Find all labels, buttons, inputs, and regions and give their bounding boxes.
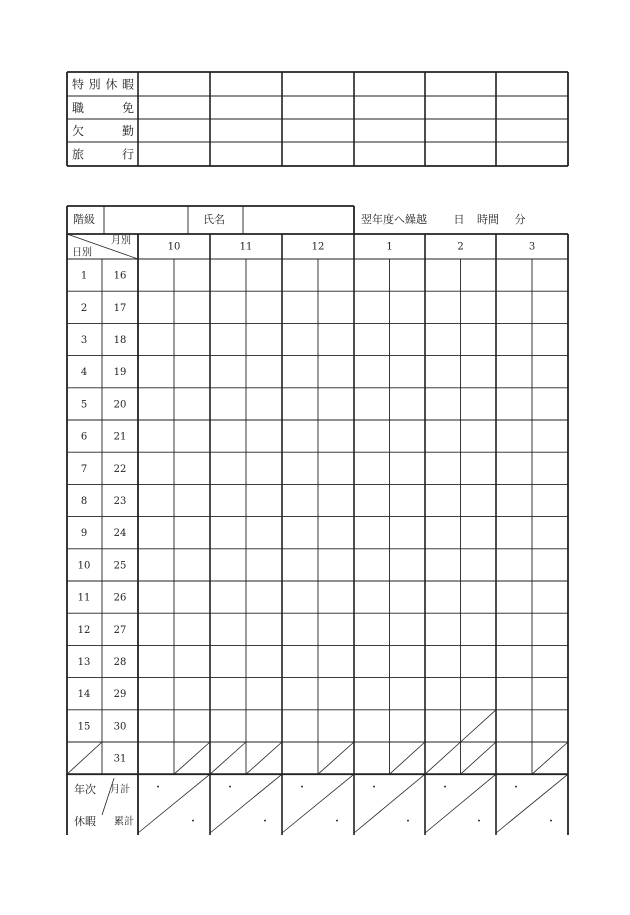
month-header-6: 3 <box>528 241 536 253</box>
day-number-first-half: 4 <box>80 367 88 379</box>
day-number-second-half: 17 <box>113 302 127 314</box>
leave-type-table <box>67 72 568 166</box>
cumulative-total-dot: ・ <box>403 816 413 828</box>
leave-type-label-char: 別 <box>88 77 101 92</box>
monthly-total-dot: ・ <box>511 782 521 794</box>
day-number-second-half: 27 <box>113 624 127 636</box>
day-number-second-half: 29 <box>113 689 127 701</box>
attendance-grid <box>67 206 568 835</box>
name-label: 氏名 <box>203 213 225 226</box>
day-number-first-half: 9 <box>80 528 88 540</box>
day-number-second-half: 18 <box>113 335 127 346</box>
leave-type-label-char: 勤 <box>121 124 135 138</box>
invalid-day-slash <box>174 742 210 774</box>
day-number-first-half: 11 <box>77 592 91 604</box>
invalid-day-slash <box>532 742 568 774</box>
carryover-label: 翌年度へ繰越 <box>361 213 427 226</box>
rank-label: 階級 <box>73 213 95 226</box>
corner-day-label: 日別 <box>72 247 92 259</box>
leave-type-label-char: 休 <box>105 77 118 92</box>
total-cell-diagonal <box>425 774 496 833</box>
day-number-second-half: 30 <box>113 721 127 733</box>
total-cell-diagonal <box>354 774 425 833</box>
invalid-day-slash <box>461 742 497 774</box>
leave-type-label-char: 特 <box>71 77 85 92</box>
leave-type-label-char: 行 <box>121 147 135 162</box>
day-number-second-half: 31 <box>113 753 127 765</box>
cumulative-total-dot: ・ <box>546 816 556 828</box>
monthly-total-dot: ・ <box>440 782 450 794</box>
day-number-first-half: 7 <box>80 463 88 475</box>
carryover-day-unit: 日 <box>453 213 465 226</box>
day-number-first-half: 3 <box>80 335 88 346</box>
empty-day-cell-slash <box>67 742 102 774</box>
leave-type-label-char: 暇 <box>121 77 135 92</box>
leave-type-label-char: 欠 <box>71 124 85 138</box>
carryover-hour-unit: 時間 <box>477 213 499 226</box>
invalid-day-slash <box>246 742 282 774</box>
monthly-total-dot: ・ <box>369 782 379 794</box>
day-number-first-half: 8 <box>80 496 88 507</box>
day-number-second-half: 25 <box>113 560 127 572</box>
day-number-second-half: 26 <box>113 592 127 604</box>
leave-type-label-char: 旅 <box>71 147 85 162</box>
leave-type-label-char: 職 <box>71 101 85 115</box>
day-number-second-half: 24 <box>113 528 127 540</box>
cumulative-total-dot: ・ <box>474 816 484 828</box>
cumulative-total-dot: ・ <box>332 816 342 828</box>
cumulative-total-dot: ・ <box>260 816 270 828</box>
monthly-total-dot: ・ <box>225 782 235 794</box>
day-number-second-half: 16 <box>113 270 127 282</box>
day-number-second-half: 28 <box>113 657 127 668</box>
total-cell-diagonal <box>138 774 210 833</box>
day-number-first-half: 2 <box>80 302 88 314</box>
month-header-2: 11 <box>239 241 253 253</box>
invalid-day-slash <box>461 710 497 742</box>
day-number-first-half: 5 <box>80 399 88 411</box>
day-number-first-half: 6 <box>80 431 88 443</box>
invalid-day-slash <box>318 742 354 774</box>
leave-type-label-char: 免 <box>121 101 135 115</box>
invalid-day-slash <box>390 742 426 774</box>
total-cell-diagonal <box>282 774 354 833</box>
cumulative-total-label: 累計 <box>114 816 134 828</box>
total-cell-diagonal <box>496 774 568 833</box>
day-number-first-half: 12 <box>77 624 91 636</box>
summary-label-annual: 年次 <box>74 783 96 796</box>
month-header-1: 10 <box>167 241 181 253</box>
day-number-first-half: 10 <box>77 560 91 572</box>
invalid-day-slash <box>425 742 461 774</box>
month-header-4: 1 <box>386 241 393 253</box>
day-number-second-half: 21 <box>113 431 127 443</box>
month-header-3: 12 <box>311 241 325 253</box>
month-header-5: 2 <box>457 241 464 253</box>
monthly-total-dot: ・ <box>297 782 307 794</box>
day-number-first-half: 14 <box>77 689 91 701</box>
invalid-day-slash <box>210 742 246 774</box>
carryover-minute-unit: 分 <box>514 213 526 226</box>
day-number-first-half: 1 <box>80 270 88 282</box>
day-number-first-half: 15 <box>77 721 91 733</box>
corner-month-label: 月別 <box>111 235 131 247</box>
day-number-second-half: 19 <box>113 367 127 379</box>
cumulative-total-dot: ・ <box>188 816 198 828</box>
day-number-second-half: 22 <box>113 463 127 475</box>
monthly-total-label: 月計 <box>110 784 130 796</box>
day-number-first-half: 13 <box>77 657 91 668</box>
day-number-second-half: 20 <box>113 399 127 411</box>
total-cell-diagonal <box>210 774 282 833</box>
day-number-second-half: 23 <box>113 496 127 507</box>
summary-label-leave: 休暇 <box>74 815 96 828</box>
monthly-total-dot: ・ <box>153 782 163 794</box>
